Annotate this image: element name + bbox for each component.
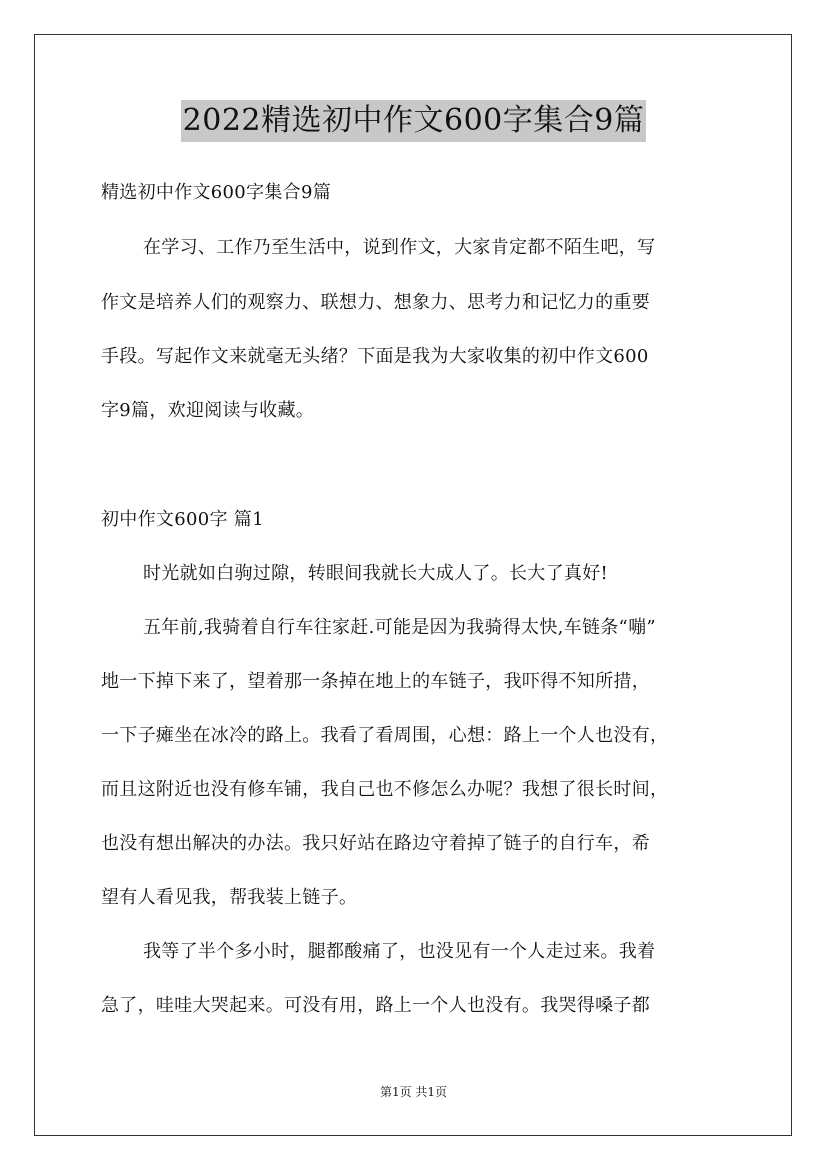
intro-line-3: 手段。写起作文来就毫无头绪？下面是我为大家收集的初中作文600 (101, 346, 649, 367)
body-line-3: 地一下掉下来了，望着那一条掉在地上的车链子，我吓得不知所措， (101, 671, 650, 692)
intro-line-4: 字9篇，欢迎阅读与收藏。 (101, 400, 315, 421)
body-line-4: 一下子瘫坐在冰冷的路上。我看了看周围，心想：路上一个人也没有， (101, 725, 669, 746)
body-line-5: 而且这附近也没有修车铺，我自己也不修怎么办呢？我想了很长时间， (101, 779, 669, 800)
document-title: 2022精选初中作文600字集合9篇 (181, 100, 647, 142)
body-line-2: 五年前,我骑着自行车往家赶.可能是因为我骑得太快,车链条“嘣” (143, 617, 656, 638)
intro-line-2: 作文是培养人们的观察力、联想力、想象力、思考力和记忆力的重要 (101, 292, 650, 313)
title-wrap (0, 100, 827, 142)
body-line-7: 望有人看见我，帮我装上链子。 (101, 887, 358, 908)
intro-line-1: 在学习、工作乃至生活中，说到作文，大家肯定都不陌生吧，写 (143, 237, 656, 258)
document-subtitle: 精选初中作文600字集合9篇 (101, 182, 332, 203)
page-footer: 第1页 共1页 (379, 1085, 448, 1099)
body-line-9: 急了，哇哇大哭起来。可没有用，路上一个人也没有。我哭得嗓子都 (101, 995, 650, 1016)
body-line-1: 时光就如白驹过隙，转眼间我就长大成人了。长大了真好! (143, 563, 609, 584)
body-line-6: 也没有想出解决的办法。我只好站在路边守着掉了链子的自行车，希 (101, 833, 650, 854)
body-line-8: 我等了半个多小时，腿都酸痛了，也没见有一个人走过来。我着 (143, 941, 656, 962)
section-heading: 初中作文600字 篇1 (101, 509, 264, 530)
